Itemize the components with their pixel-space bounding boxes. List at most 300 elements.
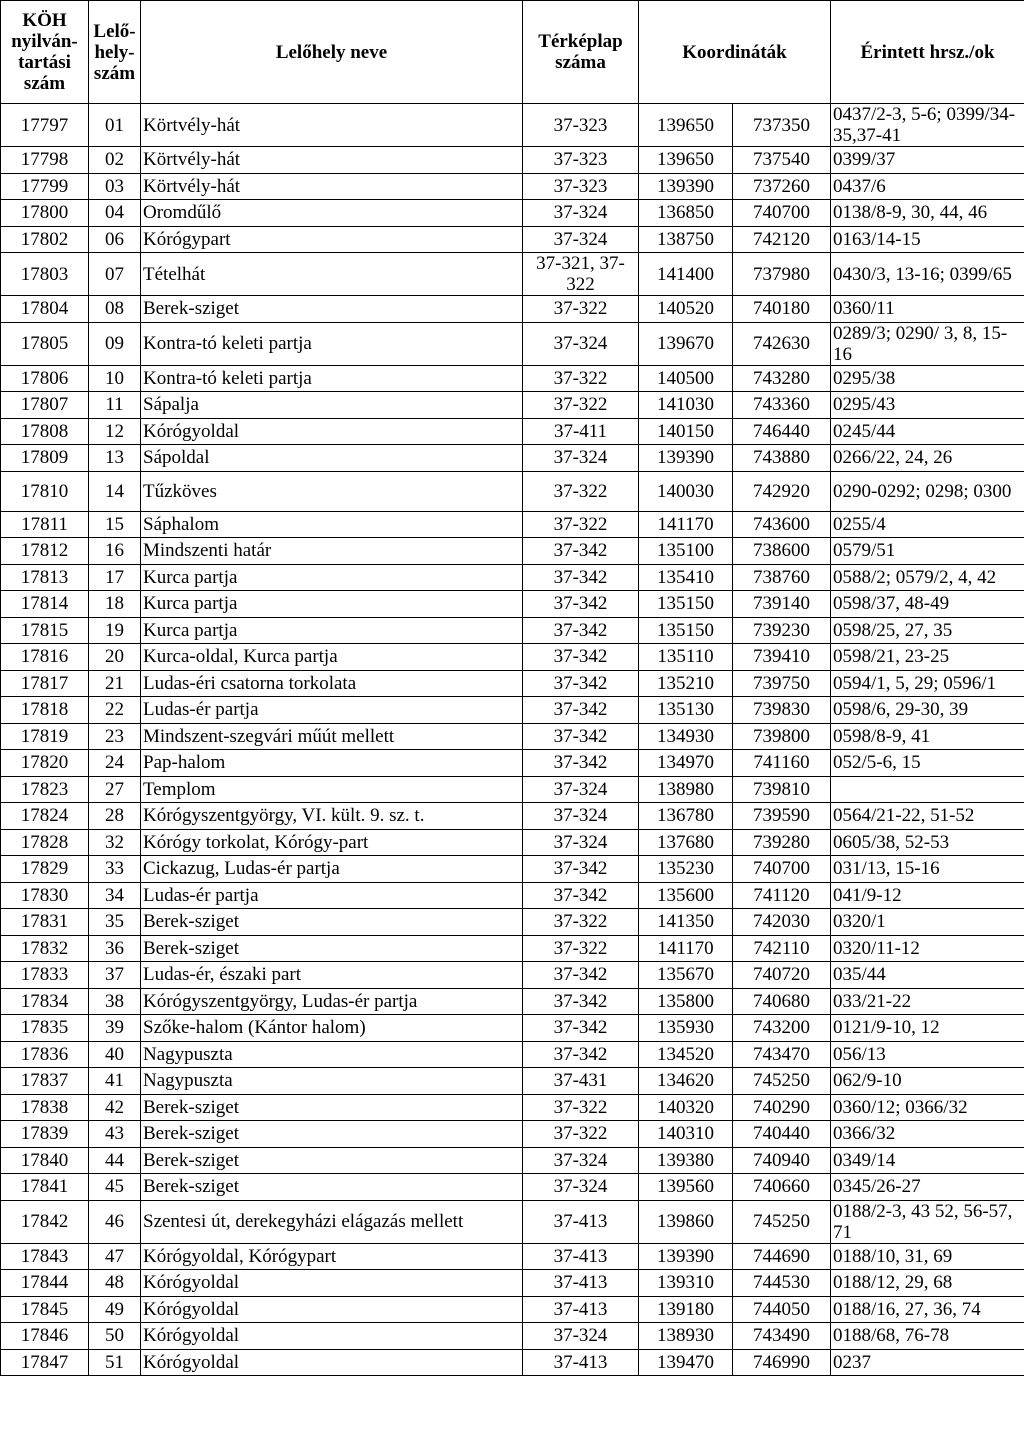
table-row (1, 511, 1024, 538)
koh-number: 17816 (1, 644, 89, 671)
table-row (1, 392, 1024, 419)
site-number: 39 (89, 1015, 141, 1042)
site-number: 50 (89, 1323, 141, 1350)
parcels: 0320/11-12 (831, 935, 1024, 962)
koh-number: 17840 (1, 1147, 89, 1174)
parcels: 0345/26-27 (831, 1174, 1024, 1201)
coord-x: 743360 (733, 392, 831, 419)
site-number: 20 (89, 644, 141, 671)
parcels: 0266/22, 24, 26 (831, 445, 1024, 472)
map-sheet: 37-322 (523, 1121, 639, 1148)
table-row (1, 882, 1024, 909)
table-row (1, 935, 1024, 962)
coord-x: 738600 (733, 538, 831, 565)
table-row (1, 670, 1024, 697)
site-name: Körtvély-hát (141, 104, 523, 147)
koh-number: 17807 (1, 392, 89, 419)
parcels: 0598/8-9, 41 (831, 723, 1024, 750)
parcels: 0598/21, 23-25 (831, 644, 1024, 671)
coord-y: 135150 (639, 591, 733, 618)
table-row (1, 856, 1024, 883)
koh-number: 17811 (1, 511, 89, 538)
koh-number: 17838 (1, 1094, 89, 1121)
coord-y: 135110 (639, 644, 733, 671)
koh-number: 17843 (1, 1243, 89, 1270)
coord-y: 140500 (639, 365, 733, 392)
site-number: 19 (89, 617, 141, 644)
site-name: Berek-sziget (141, 1121, 523, 1148)
site-number: 06 (89, 226, 141, 253)
table-row (1, 365, 1024, 392)
coord-x: 737350 (733, 104, 831, 147)
table-row (1, 418, 1024, 445)
map-sheet: 37-413 (523, 1349, 639, 1376)
site-name: Szőke-halom (Kántor halom) (141, 1015, 523, 1042)
coord-y: 135150 (639, 617, 733, 644)
coord-x: 740290 (733, 1094, 831, 1121)
table-row (1, 1094, 1024, 1121)
coord-y: 140310 (639, 1121, 733, 1148)
coord-x: 744530 (733, 1270, 831, 1297)
parcels: 0138/8-9, 30, 44, 46 (831, 200, 1024, 227)
site-name: Szentesi út, derekegyházi elágazás mellett (141, 1200, 523, 1243)
site-name: Sápalja (141, 392, 523, 419)
table-row (1, 173, 1024, 200)
coord-y: 139390 (639, 1243, 733, 1270)
site-name: Kórógypart (141, 226, 523, 253)
coord-y: 138750 (639, 226, 733, 253)
site-name: Tűzköves (141, 471, 523, 511)
koh-number: 17802 (1, 226, 89, 253)
koh-number: 17798 (1, 147, 89, 174)
map-sheet: 37-322 (523, 909, 639, 936)
coord-y: 134930 (639, 723, 733, 750)
map-sheet: 37-342 (523, 882, 639, 909)
table-row (1, 776, 1024, 803)
table-row (1, 471, 1024, 511)
parcels: 0598/25, 27, 35 (831, 617, 1024, 644)
map-sheet: 37-342 (523, 988, 639, 1015)
site-name: Kórógyoldal (141, 1349, 523, 1376)
site-name: Berek-sziget (141, 1094, 523, 1121)
site-name: Kórógyoldal (141, 418, 523, 445)
coord-y: 139860 (639, 1200, 733, 1243)
koh-number: 17819 (1, 723, 89, 750)
map-sheet: 37-324 (523, 1174, 639, 1201)
table-row (1, 591, 1024, 618)
map-sheet: 37-324 (523, 1147, 639, 1174)
coord-y: 135600 (639, 882, 733, 909)
coord-x: 743200 (733, 1015, 831, 1042)
coord-y: 139390 (639, 445, 733, 472)
site-name: Tételhát (141, 253, 523, 296)
parcels: 0188/12, 29, 68 (831, 1270, 1024, 1297)
map-sheet: 37-411 (523, 418, 639, 445)
table-row (1, 1068, 1024, 1095)
map-sheet: 37-342 (523, 1015, 639, 1042)
koh-number: 17844 (1, 1270, 89, 1297)
site-number: 42 (89, 1094, 141, 1121)
site-number: 44 (89, 1147, 141, 1174)
coord-x: 743490 (733, 1323, 831, 1350)
coord-x: 743600 (733, 511, 831, 538)
site-name: Berek-sziget (141, 1147, 523, 1174)
parcels: 0594/1, 5, 29; 0596/1 (831, 670, 1024, 697)
site-name: Kórógyszentgyörgy, VI. kült. 9. sz. t. (141, 803, 523, 830)
coord-x: 746990 (733, 1349, 831, 1376)
koh-number: 17832 (1, 935, 89, 962)
parcels: 0237 (831, 1349, 1024, 1376)
site-name: Berek-sziget (141, 296, 523, 323)
coord-y: 139380 (639, 1147, 733, 1174)
map-sheet: 37-413 (523, 1270, 639, 1297)
site-number: 22 (89, 697, 141, 724)
koh-number: 17824 (1, 803, 89, 830)
header-coordinates: Koordináták (639, 1, 831, 104)
map-sheet: 37-342 (523, 670, 639, 697)
koh-number: 17805 (1, 322, 89, 365)
site-number: 49 (89, 1296, 141, 1323)
site-name: Cickazug, Ludas-ér partja (141, 856, 523, 883)
map-sheet: 37-342 (523, 750, 639, 777)
parcels: 0430/3, 13-16; 0399/65 (831, 253, 1024, 296)
site-number: 32 (89, 829, 141, 856)
site-number: 11 (89, 392, 141, 419)
site-number: 51 (89, 1349, 141, 1376)
parcels: 0255/4 (831, 511, 1024, 538)
site-name: Pap-halom (141, 750, 523, 777)
site-name: Oromdűlő (141, 200, 523, 227)
coord-x: 740700 (733, 200, 831, 227)
site-name: Ludas-ér, északi part (141, 962, 523, 989)
coord-x: 737980 (733, 253, 831, 296)
site-name: Kórógy torkolat, Kórógy-part (141, 829, 523, 856)
map-sheet: 37-342 (523, 617, 639, 644)
site-number: 40 (89, 1041, 141, 1068)
coord-x: 740660 (733, 1174, 831, 1201)
koh-number: 17797 (1, 104, 89, 147)
parcels: 0188/16, 27, 36, 74 (831, 1296, 1024, 1323)
map-sheet: 37-342 (523, 856, 639, 883)
parcels: 052/5-6, 15 (831, 750, 1024, 777)
table-row (1, 226, 1024, 253)
coord-x: 743280 (733, 365, 831, 392)
table-row (1, 1015, 1024, 1042)
site-number: 17 (89, 564, 141, 591)
parcels: 031/13, 15-16 (831, 856, 1024, 883)
table-row (1, 1174, 1024, 1201)
parcels: 0399/37 (831, 147, 1024, 174)
koh-number: 17806 (1, 365, 89, 392)
coord-x: 743470 (733, 1041, 831, 1068)
site-number: 47 (89, 1243, 141, 1270)
site-name: Kórógyoldal (141, 1323, 523, 1350)
parcels: 0188/68, 76-78 (831, 1323, 1024, 1350)
coord-y: 135670 (639, 962, 733, 989)
parcels: 035/44 (831, 962, 1024, 989)
koh-number: 17830 (1, 882, 89, 909)
map-sheet: 37-342 (523, 723, 639, 750)
table-row (1, 988, 1024, 1015)
table-row (1, 1243, 1024, 1270)
coord-y: 139670 (639, 322, 733, 365)
map-sheet: 37-342 (523, 644, 639, 671)
map-sheet: 37-324 (523, 1323, 639, 1350)
site-number: 41 (89, 1068, 141, 1095)
coord-y: 140150 (639, 418, 733, 445)
coord-y: 139470 (639, 1349, 733, 1376)
koh-number: 17799 (1, 173, 89, 200)
coord-x: 739410 (733, 644, 831, 671)
map-sheet: 37-413 (523, 1243, 639, 1270)
map-sheet: 37-322 (523, 935, 639, 962)
site-name: Kórógyszentgyörgy, Ludas-ér partja (141, 988, 523, 1015)
map-sheet: 37-322 (523, 471, 639, 511)
map-sheet: 37-324 (523, 803, 639, 830)
coord-x: 742630 (733, 322, 831, 365)
table-row (1, 322, 1024, 365)
table-row (1, 962, 1024, 989)
coord-x: 746440 (733, 418, 831, 445)
coord-y: 135930 (639, 1015, 733, 1042)
coord-x: 740700 (733, 856, 831, 883)
map-sheet: 37-324 (523, 829, 639, 856)
koh-number: 17820 (1, 750, 89, 777)
koh-number: 17837 (1, 1068, 89, 1095)
map-sheet: 37-342 (523, 1041, 639, 1068)
site-name: Ludas-éri csatorna torkolata (141, 670, 523, 697)
koh-number: 17847 (1, 1349, 89, 1376)
coord-x: 739750 (733, 670, 831, 697)
site-number: 13 (89, 445, 141, 472)
table-row (1, 1121, 1024, 1148)
site-name: Körtvély-hát (141, 147, 523, 174)
site-name: Berek-sziget (141, 1174, 523, 1201)
coord-x: 740940 (733, 1147, 831, 1174)
parcels: 0366/32 (831, 1121, 1024, 1148)
parcels: 0290-0292; 0298; 0300 (831, 471, 1024, 511)
table-row (1, 1200, 1024, 1243)
koh-number: 17812 (1, 538, 89, 565)
site-name: Mindszent-szegvári műút mellett (141, 723, 523, 750)
koh-number: 17817 (1, 670, 89, 697)
coord-y: 139180 (639, 1296, 733, 1323)
parcels: 0579/51 (831, 538, 1024, 565)
coord-y: 135410 (639, 564, 733, 591)
coord-y: 140320 (639, 1094, 733, 1121)
site-name: Sápoldal (141, 445, 523, 472)
table-row (1, 1349, 1024, 1376)
coord-x: 741160 (733, 750, 831, 777)
site-number: 04 (89, 200, 141, 227)
coord-x: 739280 (733, 829, 831, 856)
koh-number: 17823 (1, 776, 89, 803)
site-number: 34 (89, 882, 141, 909)
coord-y: 139650 (639, 104, 733, 147)
coord-y: 135100 (639, 538, 733, 565)
coord-x: 744690 (733, 1243, 831, 1270)
map-sheet: 37-324 (523, 226, 639, 253)
coord-y: 135800 (639, 988, 733, 1015)
site-number: 14 (89, 471, 141, 511)
parcels: 0598/6, 29-30, 39 (831, 697, 1024, 724)
site-name: Berek-sziget (141, 909, 523, 936)
map-sheet: 37-413 (523, 1200, 639, 1243)
site-name: Kurca partja (141, 564, 523, 591)
site-number: 28 (89, 803, 141, 830)
site-number: 27 (89, 776, 141, 803)
coord-y: 136780 (639, 803, 733, 830)
parcels: 0437/2-3, 5-6; 0399/34-35,37-41 (831, 104, 1024, 147)
coord-x: 740180 (733, 296, 831, 323)
site-number: 07 (89, 253, 141, 296)
site-name: Mindszenti határ (141, 538, 523, 565)
table-row (1, 697, 1024, 724)
site-number: 12 (89, 418, 141, 445)
parcels: 0289/3; 0290/ 3, 8, 15-16 (831, 322, 1024, 365)
koh-number: 17836 (1, 1041, 89, 1068)
parcels: 0245/44 (831, 418, 1024, 445)
koh-number: 17828 (1, 829, 89, 856)
coord-y: 138930 (639, 1323, 733, 1350)
table-row (1, 909, 1024, 936)
site-number: 45 (89, 1174, 141, 1201)
site-number: 46 (89, 1200, 141, 1243)
map-sheet: 37-431 (523, 1068, 639, 1095)
coord-x: 740680 (733, 988, 831, 1015)
site-number: 43 (89, 1121, 141, 1148)
parcels: 0437/6 (831, 173, 1024, 200)
koh-number: 17808 (1, 418, 89, 445)
coord-y: 141400 (639, 253, 733, 296)
coord-x: 745250 (733, 1068, 831, 1095)
site-name: Kórógyoldal (141, 1270, 523, 1297)
parcels: 062/9-10 (831, 1068, 1024, 1095)
parcels: 0295/38 (831, 365, 1024, 392)
parcels: 0588/2; 0579/2, 4, 42 (831, 564, 1024, 591)
koh-number: 17809 (1, 445, 89, 472)
coord-y: 139560 (639, 1174, 733, 1201)
koh-number: 17834 (1, 988, 89, 1015)
site-number: 15 (89, 511, 141, 538)
coord-y: 139310 (639, 1270, 733, 1297)
koh-number: 17804 (1, 296, 89, 323)
koh-number: 17800 (1, 200, 89, 227)
map-sheet: 37-322 (523, 296, 639, 323)
map-sheet: 37-323 (523, 104, 639, 147)
site-name: Kórógyoldal, Kórógypart (141, 1243, 523, 1270)
table-row (1, 1041, 1024, 1068)
map-sheet: 37-342 (523, 697, 639, 724)
parcels: 0598/37, 48-49 (831, 591, 1024, 618)
header-row (1, 1, 1024, 104)
site-name: Templom (141, 776, 523, 803)
site-number: 36 (89, 935, 141, 962)
coord-x: 739800 (733, 723, 831, 750)
map-sheet: 37-342 (523, 564, 639, 591)
site-number: 24 (89, 750, 141, 777)
map-sheet: 37-322 (523, 511, 639, 538)
coord-y: 138980 (639, 776, 733, 803)
coord-y: 137680 (639, 829, 733, 856)
coord-x: 738760 (733, 564, 831, 591)
parcels: 0360/11 (831, 296, 1024, 323)
koh-number: 17835 (1, 1015, 89, 1042)
map-sheet: 37-324 (523, 776, 639, 803)
table-row (1, 750, 1024, 777)
coord-y: 134620 (639, 1068, 733, 1095)
map-sheet: 37-324 (523, 445, 639, 472)
header-parcels: Érintett hrsz./ok (831, 1, 1024, 104)
site-number: 09 (89, 322, 141, 365)
coord-x: 737260 (733, 173, 831, 200)
parcels: 0349/14 (831, 1147, 1024, 1174)
site-name: Kurca-oldal, Kurca partja (141, 644, 523, 671)
parcels: 033/21-22 (831, 988, 1024, 1015)
map-sheet: 37-322 (523, 1094, 639, 1121)
site-name: Körtvély-hát (141, 173, 523, 200)
coord-y: 139390 (639, 173, 733, 200)
site-name: Kontra-tó keleti partja (141, 365, 523, 392)
koh-number: 17813 (1, 564, 89, 591)
map-sheet: 37-324 (523, 200, 639, 227)
header-site-number: Lelő-hely-szám (89, 1, 141, 104)
coord-x: 739140 (733, 591, 831, 618)
coord-x: 739830 (733, 697, 831, 724)
parcels: 0605/38, 52-53 (831, 829, 1024, 856)
koh-number: 17803 (1, 253, 89, 296)
table-row (1, 644, 1024, 671)
coord-y: 134970 (639, 750, 733, 777)
koh-number: 17815 (1, 617, 89, 644)
parcels: 0163/14-15 (831, 226, 1024, 253)
site-number: 16 (89, 538, 141, 565)
table-row (1, 723, 1024, 750)
parcels: 041/9-12 (831, 882, 1024, 909)
table-row (1, 1296, 1024, 1323)
map-sheet: 37-322 (523, 365, 639, 392)
map-sheet: 37-321, 37-322 (523, 253, 639, 296)
map-sheet: 37-342 (523, 538, 639, 565)
coord-y: 140030 (639, 471, 733, 511)
coord-y: 140520 (639, 296, 733, 323)
site-number: 10 (89, 365, 141, 392)
header-site-name: Lelőhely neve (141, 1, 523, 104)
coord-x: 745250 (733, 1200, 831, 1243)
table-row (1, 564, 1024, 591)
site-number: 18 (89, 591, 141, 618)
site-name: Nagypuszta (141, 1041, 523, 1068)
coord-y: 141170 (639, 935, 733, 962)
koh-number: 17833 (1, 962, 89, 989)
site-number: 38 (89, 988, 141, 1015)
map-sheet: 37-342 (523, 591, 639, 618)
table-row (1, 803, 1024, 830)
coord-y: 136850 (639, 200, 733, 227)
table-row (1, 253, 1024, 296)
parcels: 0121/9-10, 12 (831, 1015, 1024, 1042)
coord-x: 737540 (733, 147, 831, 174)
parcels: 0360/12; 0366/32 (831, 1094, 1024, 1121)
map-sheet: 37-323 (523, 147, 639, 174)
coord-x: 743880 (733, 445, 831, 472)
coord-x: 742030 (733, 909, 831, 936)
koh-number: 17829 (1, 856, 89, 883)
koh-number: 17810 (1, 471, 89, 511)
parcels: 0188/10, 31, 69 (831, 1243, 1024, 1270)
site-number: 35 (89, 909, 141, 936)
map-sheet: 37-323 (523, 173, 639, 200)
